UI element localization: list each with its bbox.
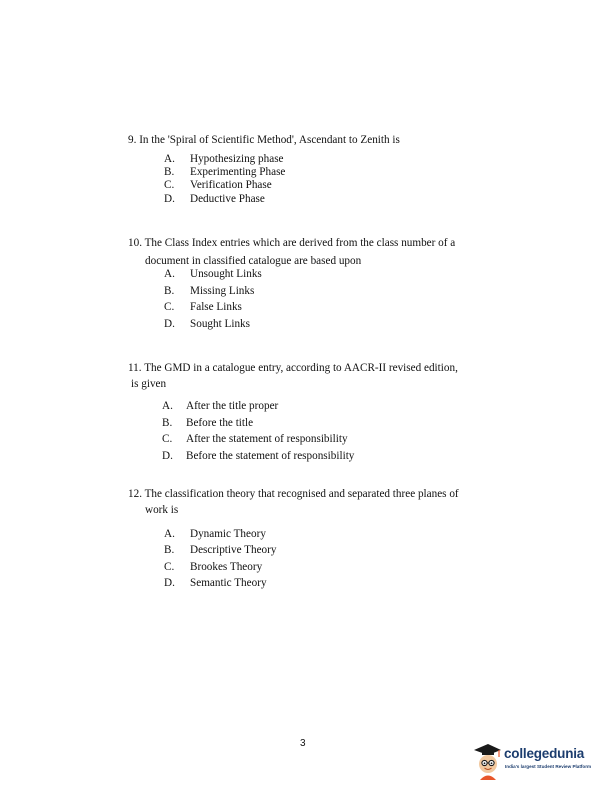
- option-text: Unsought Links: [190, 268, 262, 280]
- graduate-mascot-icon: [470, 742, 504, 780]
- option-text: Semantic Theory: [190, 577, 267, 589]
- option-letter: C.: [164, 561, 175, 573]
- question-9-option-c: [164, 179, 272, 191]
- question-9-stem: [128, 132, 400, 148]
- question-text: The Class Index entries which are derived from the class number of a: [144, 237, 456, 249]
- option-letter: A.: [164, 528, 175, 540]
- question-12-option-d: [164, 577, 267, 589]
- question-12-option-c: [164, 561, 262, 573]
- question-text-continued: document in classified catalogue are based upon: [145, 255, 362, 267]
- brand-tagline: India's largest Student Review Platform: [505, 764, 592, 769]
- question-12-option-b: [164, 544, 276, 556]
- option-letter: A.: [162, 400, 173, 412]
- question-11-option-c: [162, 433, 348, 445]
- collegedunia-logo: [470, 742, 610, 782]
- option-letter: A.: [164, 268, 175, 280]
- option-text: Before the title: [186, 417, 254, 429]
- page-number: 3: [300, 738, 306, 749]
- question-11-option-d: [162, 450, 354, 462]
- option-text: After the statement of responsibility: [186, 433, 348, 445]
- option-letter: B.: [164, 166, 175, 178]
- question-10-option-b: [164, 285, 254, 297]
- option-text: Before the statement of responsibility: [186, 450, 355, 462]
- option-letter: D.: [164, 318, 175, 330]
- question-number: 10.: [128, 237, 142, 249]
- question-text-continued: is given: [131, 378, 167, 390]
- option-letter: D.: [164, 193, 175, 205]
- option-letter: C.: [164, 179, 175, 191]
- question-number: 11.: [128, 362, 142, 374]
- question-10-option-a: [164, 268, 262, 280]
- question-text-continued: work is: [145, 504, 179, 516]
- option-letter: A.: [164, 153, 175, 165]
- question-9-option-d: [164, 193, 265, 205]
- option-text: Descriptive Theory: [190, 544, 277, 556]
- option-text: Experimenting Phase: [190, 166, 286, 178]
- option-letter: D.: [164, 577, 175, 589]
- question-9-option-b: [164, 166, 285, 178]
- option-text: False Links: [190, 301, 242, 313]
- option-text: Dynamic Theory: [190, 528, 266, 540]
- question-10-stem: [128, 235, 455, 269]
- question-10-option-c: [164, 301, 242, 313]
- option-text: Brookes Theory: [190, 561, 263, 573]
- question-12-stem: [128, 486, 459, 518]
- question-11-stem: [128, 360, 458, 392]
- option-text: After the title proper: [186, 400, 279, 412]
- question-11-option-b: [162, 417, 253, 429]
- brand-name: collegedunia: [504, 746, 585, 761]
- option-letter: B.: [162, 417, 173, 429]
- option-letter: C.: [164, 301, 175, 313]
- question-11-option-a: [162, 400, 278, 412]
- question-text: The GMD in a catalogue entry, according to AACR-II revised edition,: [144, 362, 458, 374]
- option-letter: D.: [162, 450, 173, 462]
- question-10-option-d: [164, 318, 250, 330]
- question-text: The classification theory that recognised and separated three planes of: [144, 488, 459, 500]
- option-text: Missing Links: [190, 285, 255, 297]
- option-text: Hypothesizing phase: [190, 153, 284, 165]
- question-text: In the 'Spiral of Scientific Method', Ascendant to Zenith is: [139, 134, 400, 146]
- option-text: Sought Links: [190, 318, 250, 330]
- question-number: 9.: [128, 134, 137, 146]
- option-letter: B.: [164, 285, 175, 297]
- question-12-option-a: [164, 528, 266, 540]
- option-letter: B.: [164, 544, 175, 556]
- question-number: 12.: [128, 488, 142, 500]
- question-9-option-a: [164, 153, 284, 165]
- option-text: Verification Phase: [190, 179, 272, 191]
- option-text: Deductive Phase: [190, 193, 265, 205]
- option-letter: C.: [162, 433, 173, 445]
